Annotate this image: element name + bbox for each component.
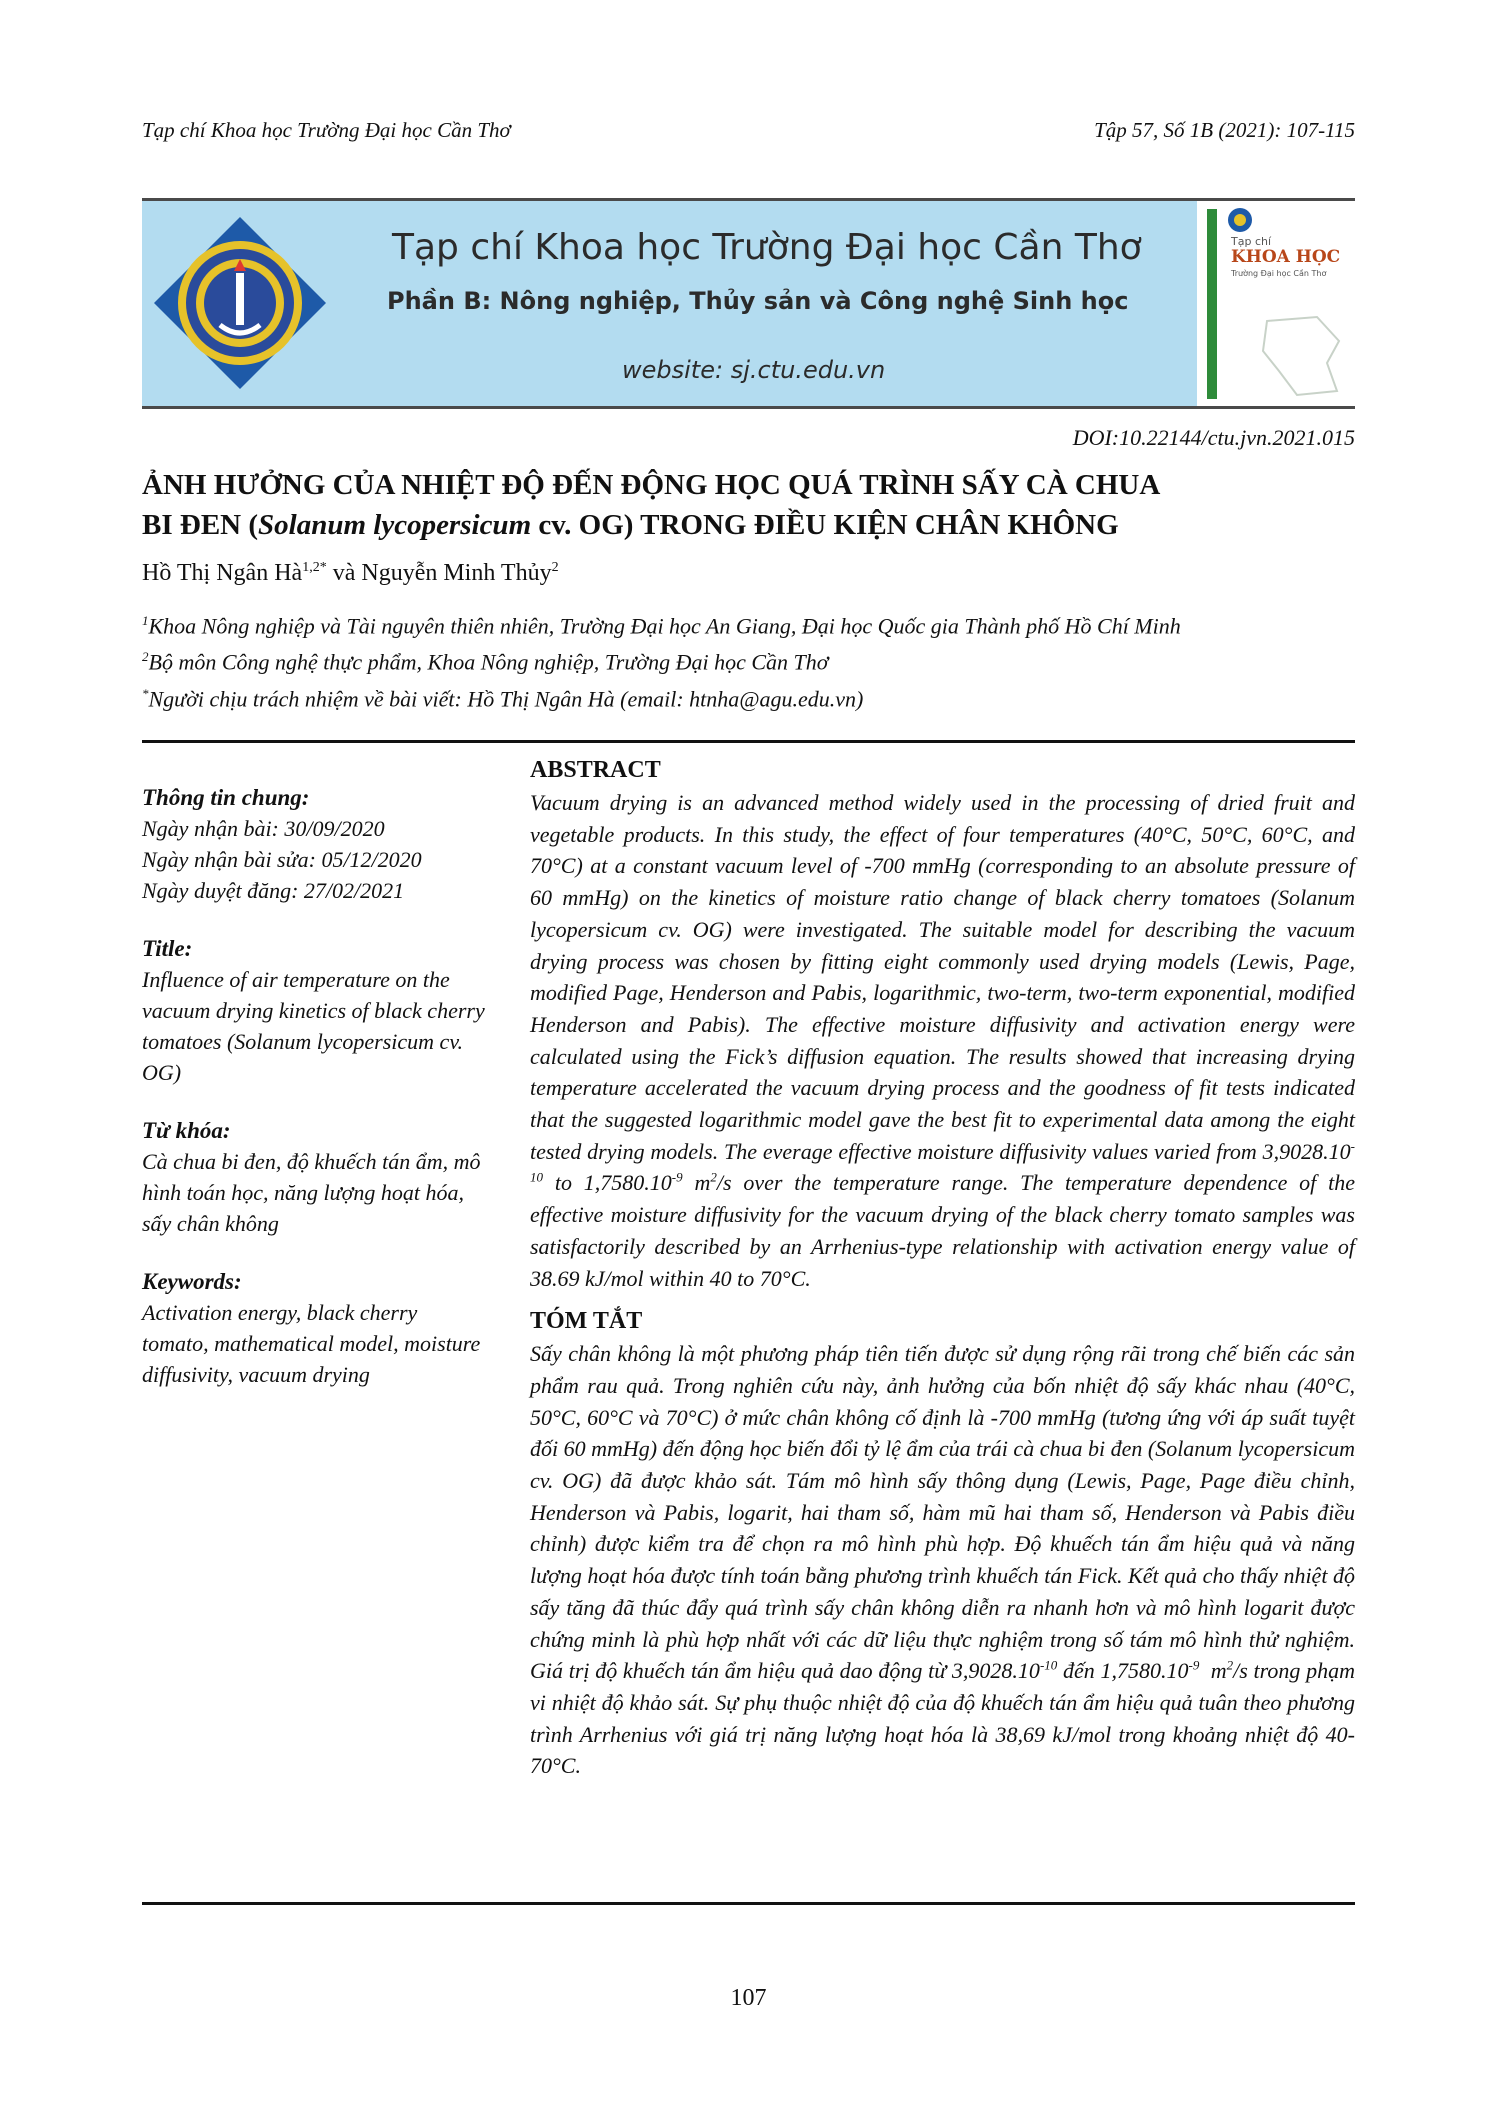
affiliation-1-sup: 1 bbox=[142, 613, 149, 628]
banner-website: website: sj.ctu.edu.vn bbox=[622, 356, 886, 384]
general-info-heading: Thông tin chung: bbox=[142, 785, 310, 810]
running-header-journal: Tạp chí Khoa học Trường Đại học Cần Thơ bbox=[142, 118, 511, 142]
general-info-section bbox=[142, 782, 487, 906]
english-title-heading: Title: bbox=[142, 936, 193, 961]
date-accepted: Ngày duyệt đăng: 27/02/2021 bbox=[142, 878, 405, 903]
map-icon bbox=[1257, 311, 1347, 399]
affiliation-3-sup: * bbox=[142, 685, 149, 701]
keywords-en-heading: Keywords: bbox=[142, 1269, 242, 1294]
article-title bbox=[142, 465, 1355, 545]
abstracts bbox=[530, 753, 1355, 1782]
tomtat-exp-3: 2 bbox=[1226, 1657, 1234, 1673]
abstract-part-4: /s over the temperature range. The temperature dependence of the effective moisture diffusivity for the vacuum drying of the black cherry tomato samples was satisfactorily described by an Arrhenius-type relationship with activation energy value of 38.69 kJ/mol within 40 to 70°C. bbox=[530, 1170, 1355, 1291]
title-line-1: ẢNH HƯỞNG CỦA NHIỆT ĐỘ ĐẾN ĐỘNG HỌC QUÁ TRÌNH SẤY CÀ CHUA bbox=[142, 469, 1161, 501]
running-header-volume: Tập 57, Số 1B (2021): 107-115 bbox=[1094, 118, 1355, 142]
keywords-en-section bbox=[142, 1266, 487, 1390]
date-revised: Ngày nhận bài sửa: 05/12/2020 bbox=[142, 847, 422, 872]
tomtat-text bbox=[530, 1338, 1355, 1782]
tomtat-part-2: đến 1,7580.10 bbox=[1057, 1658, 1189, 1684]
divider-bottom bbox=[142, 1902, 1355, 1905]
journal-cover-thumbnail bbox=[1197, 201, 1355, 406]
title-line-2-pre: BI ĐEN ( bbox=[142, 509, 259, 541]
tomtat-heading: TÓM TẮT bbox=[530, 1308, 643, 1335]
abstract-part-2: to 1,7580.10 bbox=[543, 1170, 672, 1196]
affiliation-2-sup: 2 bbox=[142, 649, 149, 665]
tomtat-exp-2: -9 bbox=[1188, 1657, 1200, 1673]
abstract-exp-2: -9 bbox=[671, 1170, 683, 1186]
tomtat-exp-1: -10 bbox=[1039, 1657, 1058, 1673]
tomtat-part-3: m bbox=[1199, 1658, 1227, 1684]
page-number: 107 bbox=[730, 1985, 767, 2011]
affiliation-2 bbox=[142, 641, 1355, 677]
cover-university-label: Trường Đại học Cần Thơ bbox=[1231, 269, 1327, 278]
english-title-text: Influence of air temperature on the vacuum drying kinetics of black cherry tomatoes (Solanum lycopersicum cv. OG) bbox=[142, 967, 485, 1085]
affiliation-1-text: Khoa Nông nghiệp và Tài nguyên thiên nhiên, Trường Đại học An Giang, Đại học Quốc gia Thành phố Hồ Chí Minh bbox=[148, 613, 1181, 639]
abstract-exp-3: 2 bbox=[710, 1170, 717, 1186]
abstract-heading: ABSTRACT bbox=[530, 757, 661, 783]
doi: DOI:10.22144/ctu.jvn.2021.015 bbox=[1072, 425, 1355, 450]
date-received: Ngày nhận bài: 30/09/2020 bbox=[142, 816, 385, 841]
tomtat-part-4: /s trong phạm vi nhiệt độ khảo sát. Sự phụ thuộc nhiệt độ của độ khuếch tán ẩm hiệu quả tuân theo phương trình Arrhenius với giá trị năng lượng hoạt hóa là 38,69 kJ/mol trong khoảng nhiệt độ 40-70°C. bbox=[530, 1658, 1356, 1779]
abstract-part-3: m bbox=[682, 1170, 711, 1196]
affiliation-2-text: Bộ môn Công nghệ thực phẩm, Khoa Nông nghiệp, Trường Đại học Cần Thơ bbox=[148, 649, 829, 675]
keywords-vi-text: Cà chua bi đen, độ khuếch tán ẩm, mô hình toán học, năng lượng hoạt hóa, sấy chân không bbox=[142, 1149, 481, 1236]
affiliation-3-text: Người chịu trách nhiệm về bài viết: Hồ Thị Ngân Hà (email: htnha@agu.edu.vn) bbox=[148, 685, 864, 711]
abstract-exp-1: -10 bbox=[530, 1138, 1355, 1186]
author-2: Nguyễn Minh Thủy bbox=[361, 560, 552, 586]
keywords-vi-section bbox=[142, 1115, 487, 1239]
title-species: Solanum lycopersicum bbox=[258, 509, 532, 541]
keywords-vi-heading: Từ khóa: bbox=[142, 1118, 231, 1143]
banner-subtitle: Phần B: Nông nghiệp, Thủy sản và Công nghệ Sinh học bbox=[387, 287, 1129, 315]
journal-banner bbox=[142, 198, 1355, 409]
university-logo bbox=[150, 213, 330, 393]
abstract-text bbox=[530, 787, 1355, 1294]
author-2-sup: 2 bbox=[551, 560, 559, 575]
banner-title: Tạp chí Khoa học Trường Đại học Cần Thơ bbox=[392, 227, 1142, 268]
title-line-2-post: cv. OG) TRONG ĐIỀU KIỆN CHÂN KHÔNG bbox=[531, 509, 1119, 541]
author-1-sup: 1,2* bbox=[302, 560, 327, 575]
authors bbox=[142, 560, 559, 587]
seal-icon bbox=[1227, 207, 1253, 233]
affiliations bbox=[142, 605, 1355, 714]
abstract-part-1: Vacuum drying is an advanced method widely used in the processing of dried fruit and vegetable products. In this study, the effect of four temperatures (40°C, 50°C, 60°C, and 70°C) at a constant vacuum level of -700 mmHg (corresponding to an absolute pressure of 60 mmHg) on the kinetics of moisture ratio change of black cherry tomatoes (Solanum lycopersicum cv. OG) were investigated. The suitable model for describing the vacuum drying process was chosen by fitting eight commonly used drying models (Lewis, Page, modified Page, Henderson and Pabis, logarithmic, two-term, two-term exponential, modified Henderson and Pabis). The effective moisture diffusivity and activation energy were calculated using the Fick’s diffusion equation. The results showed that increasing drying temperature accelerated the vacuum drying process and the goodness of fit tests indicated that the suggested logarithmic model gave the best fit to experimental data among the eight tested drying models. The everage effective moisture diffusivity values varied from 3,9028.10 bbox=[530, 790, 1355, 1164]
divider-top bbox=[142, 740, 1355, 743]
affiliation-corresponding bbox=[142, 678, 1355, 714]
affiliation-1 bbox=[142, 605, 1355, 641]
sidebar-info bbox=[142, 782, 487, 1417]
author-1: Hồ Thị Ngân Hà bbox=[142, 560, 303, 586]
tomtat-part-1: Sấy chân không là một phương pháp tiên tiến được sử dụng rộng rãi trong chế biến các sản phẩm rau quả. Trong nghiên cứu này, ảnh hưởng của bốn nhiệt độ sấy khác nhau (40°C, 50°C, 60°C và 70°C) ở mức chân không cố định là -700 mmHg (tương ứng với áp suất tuyệt đối 60 mmHg) đến động học biến đổi tỷ lệ ẩm của trái cà chua bi đen (Solanum lycopersicum cv. OG) đã được khảo sát. Tám mô hình sấy thông dụng (Lewis, Page, Page điều chỉnh, Henderson và Pabis, logarit, hai tham số, hàm mũ hai tham số, Henderson và Pabis điều chỉnh) được kiểm tra để chọn ra mô hình phù hợp. Độ khuếch tán ẩm hiệu quả và năng lượng hoạt hóa được tính toán bằng phương trình khuếch tán Fick. Kết quả cho thấy nhiệt độ sấy tăng đã thúc đẩy quá trình sấy chân không diễn ra nhanh hơn và mô hình logarit được chứng minh là phù hợp nhất với các dữ liệu thực nghiệm trong số tám mô hình thử nghiệm. Giá trị độ khuếch tán ẩm hiệu quả dao động từ 3,9028.10 bbox=[530, 1341, 1355, 1684]
cover-big-label: KHOA HỌC bbox=[1231, 247, 1341, 267]
cover-small-label: Tạp chí bbox=[1231, 235, 1272, 248]
author-conj: và bbox=[326, 560, 362, 586]
keywords-en-text: Activation energy, black cherry tomato, mathematical model, moisture diffusivity, vacuum drying bbox=[142, 1300, 481, 1387]
english-title-section bbox=[142, 933, 487, 1088]
